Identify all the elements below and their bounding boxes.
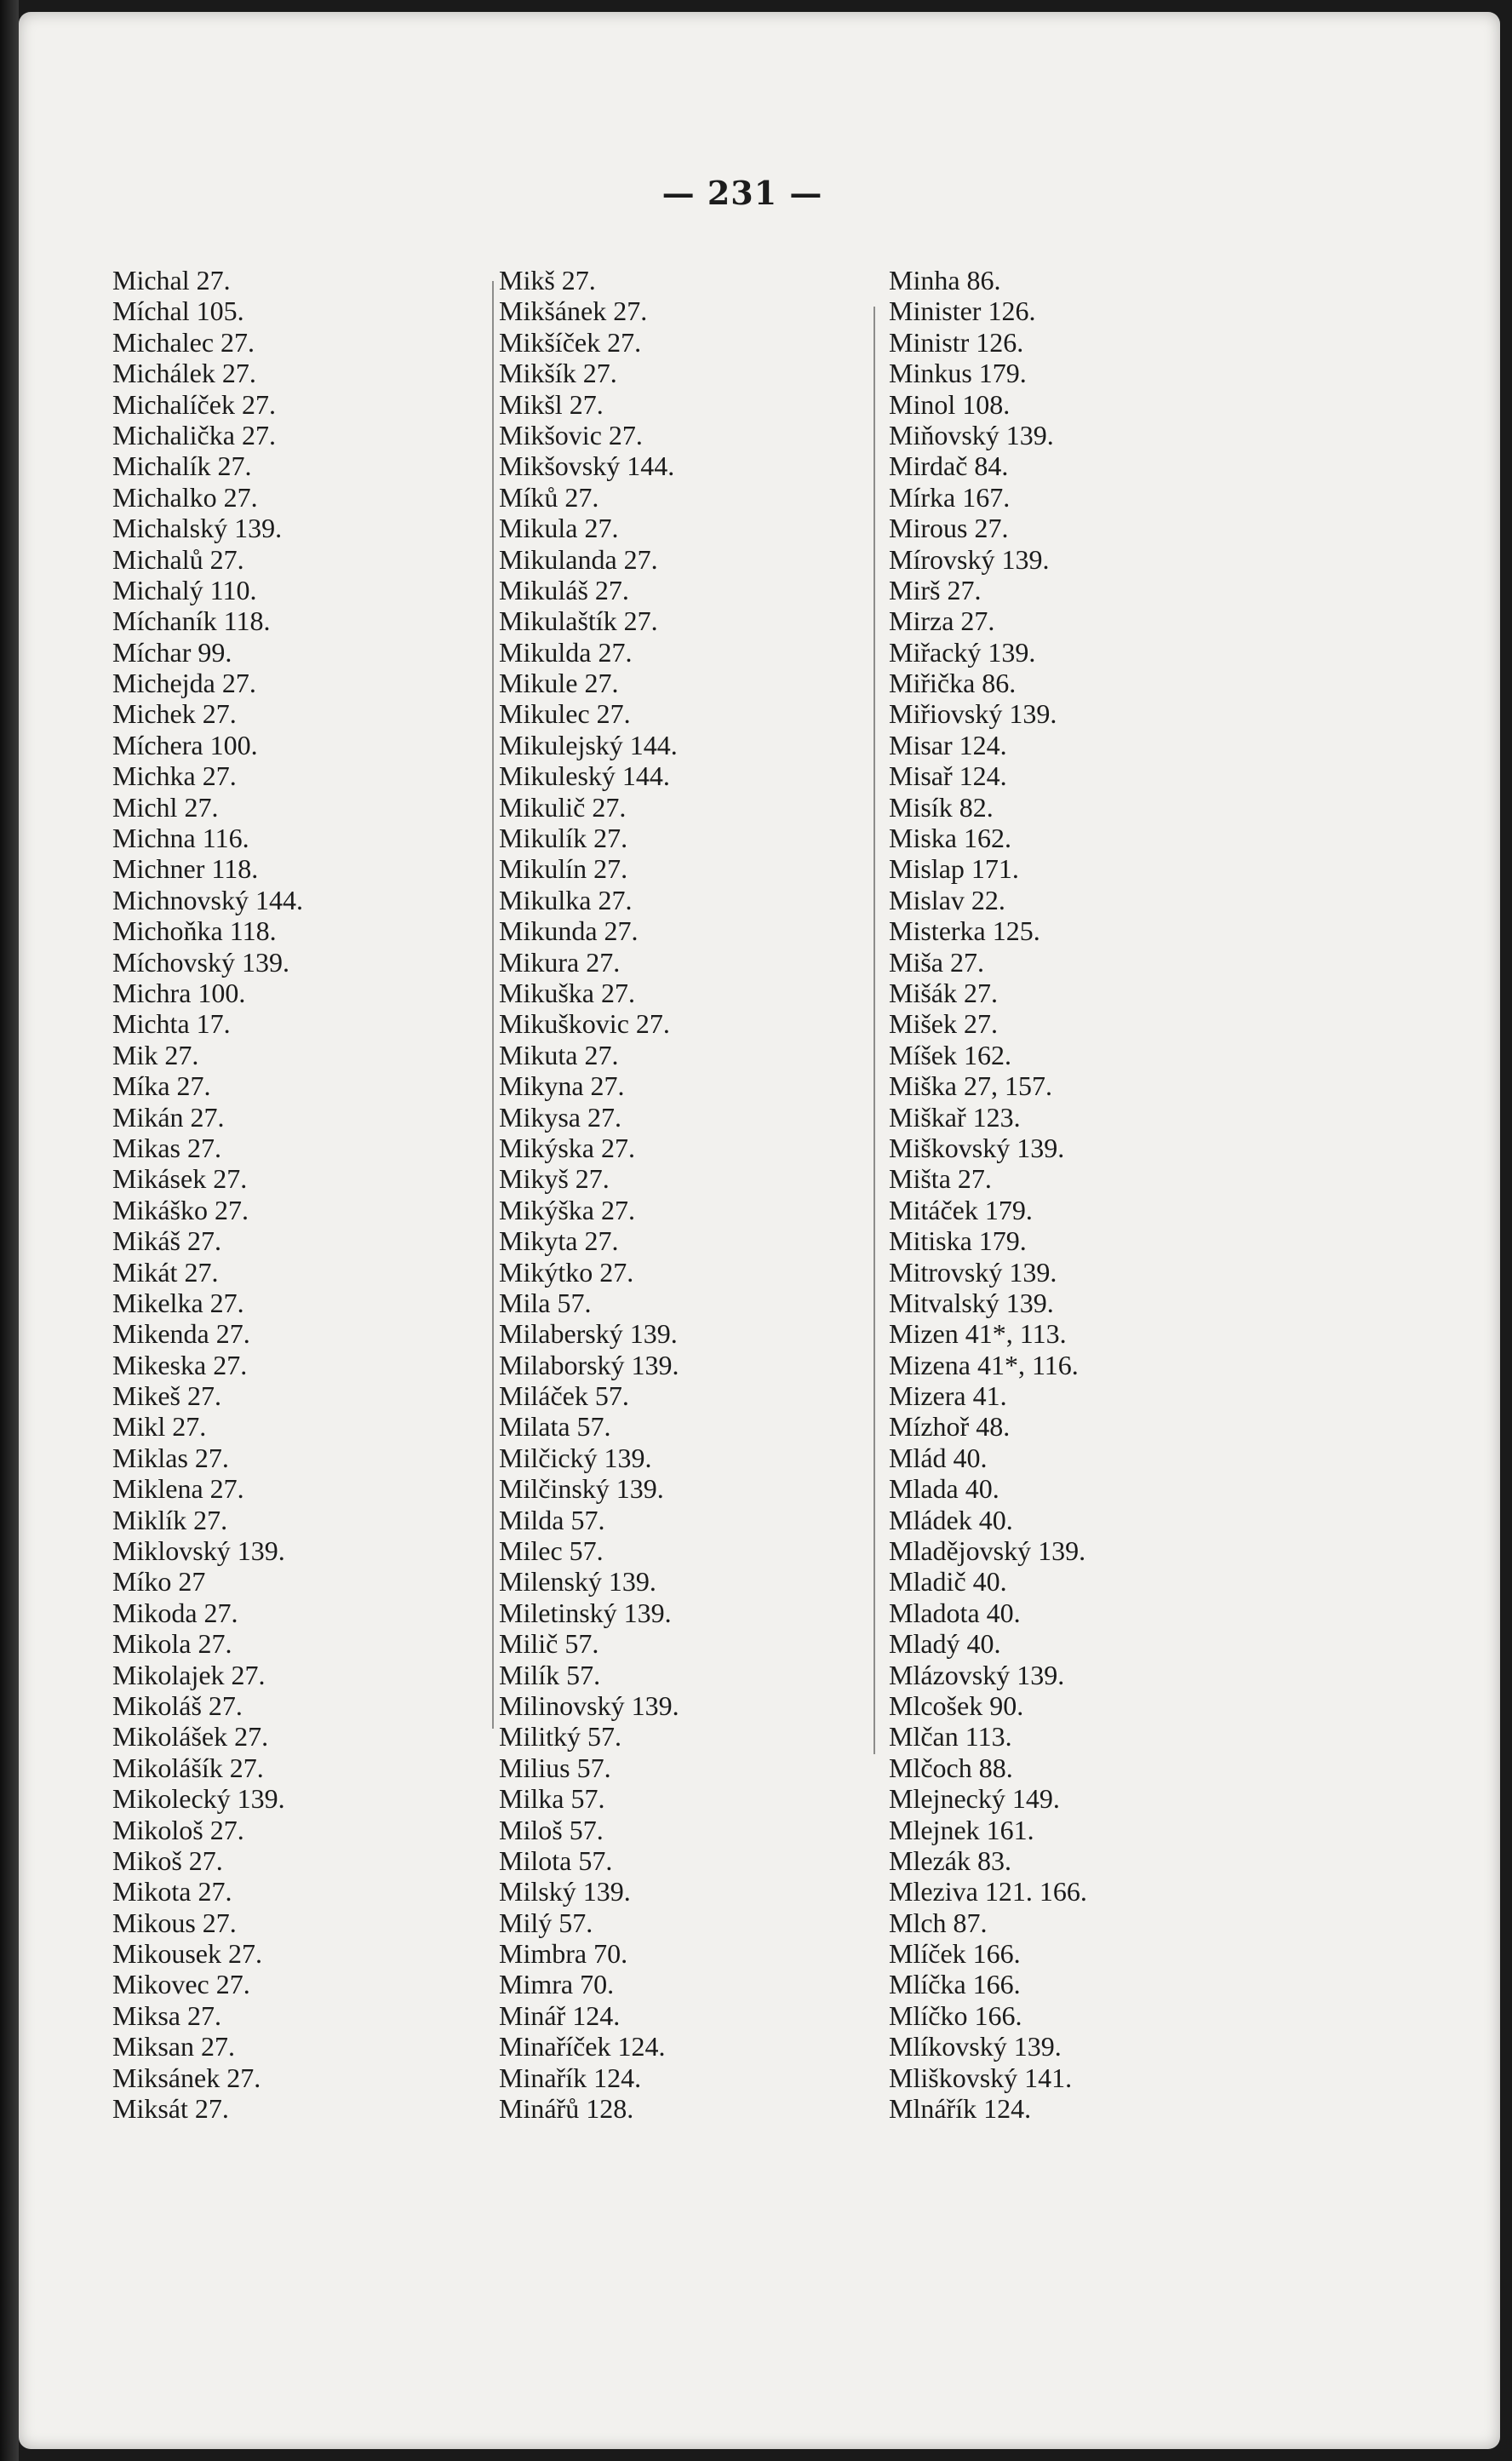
name-entry: Mikolášek 27. — [112, 1721, 269, 1753]
name-entry: Miksan 27. — [112, 2031, 235, 2062]
name-entry: Miška 27, 157. — [889, 1070, 1052, 1102]
name-entry: Mirdač 84. — [889, 450, 1009, 482]
name-entry: Mikura 27. — [499, 946, 621, 978]
name-entry: Minařík 124. — [499, 2062, 642, 2093]
name-entry: Mlíček 166. — [889, 1938, 1021, 1970]
name-entry: Milčinský 139. — [499, 1473, 664, 1505]
name-entry: Mikulaštík 27. — [499, 605, 658, 637]
name-entry: Mikoš 27. — [112, 1844, 223, 1876]
name-entry: Minister 126. — [889, 295, 1036, 327]
name-entry: Mikulanda 27. — [499, 543, 658, 575]
name-entry: Mleziva 121. 166. — [889, 1876, 1087, 1907]
name-entry: Mikelka 27. — [112, 1287, 244, 1318]
name-entry: Mikenda 27. — [112, 1318, 250, 1350]
name-entry: Mitrovský 139. — [889, 1256, 1057, 1288]
name-entry: Mlcošek 90. — [889, 1689, 1024, 1721]
name-entry: Milský 139. — [499, 1876, 631, 1907]
name-entry: Miksánek 27. — [112, 2062, 261, 2093]
name-entry: Mikulec 27. — [499, 698, 631, 730]
name-entry: Milinovský 139. — [499, 1689, 679, 1721]
name-entry: Mikuškovic 27. — [499, 1008, 670, 1040]
name-entry: Mlch 87. — [889, 1907, 988, 1938]
name-entry: Michalý 110. — [112, 574, 257, 605]
name-entry: Míchovský 139. — [112, 946, 289, 978]
name-entry: Mikulejský 144. — [499, 729, 678, 760]
name-entry: Miřacký 139. — [889, 636, 1036, 668]
name-entry: Mizen 41*, 113. — [889, 1318, 1067, 1350]
name-entry: Mikunda 27. — [499, 915, 639, 947]
name-entry: Milota 57. — [499, 1844, 613, 1876]
name-entry: Ministr 126. — [889, 326, 1024, 358]
name-entry: Misař 124. — [889, 760, 1007, 792]
name-entry: Miša 27. — [889, 946, 984, 978]
name-entry: Mikoláš 27. — [112, 1689, 243, 1721]
name-entry: Milata 57. — [499, 1411, 611, 1443]
name-entry: Milčický 139. — [499, 1442, 652, 1473]
name-entry: Michner 118. — [112, 853, 259, 885]
name-column-3 — [889, 265, 1087, 2124]
name-entry: Mladota 40. — [889, 1597, 1021, 1628]
name-entry: Mikous 27. — [112, 1907, 237, 1938]
name-entry: Mirza 27. — [889, 605, 995, 637]
name-entry: Miklas 27. — [112, 1442, 229, 1473]
name-entry: Mikulda 27. — [499, 636, 633, 668]
name-entry: Milka 57. — [499, 1783, 605, 1815]
name-entry: Mírovský 139. — [889, 543, 1050, 575]
name-entry: Mikšovic 27. — [499, 419, 643, 450]
name-entry: Mikýška 27. — [499, 1194, 635, 1225]
name-entry: Mikuleský 144. — [499, 760, 670, 792]
name-entry: Mladý 40. — [889, 1628, 1001, 1660]
name-entry: Miklena 27. — [112, 1473, 244, 1505]
name-entry: Miklík 27. — [112, 1504, 228, 1535]
name-entry: Miklovský 139. — [112, 1535, 285, 1567]
name-entry: Mikšík 27. — [499, 358, 617, 389]
name-entry: Mikulín 27. — [499, 853, 628, 885]
name-entry: Misterka 125. — [889, 915, 1040, 947]
column-divider-2 — [873, 307, 875, 1754]
name-entry: Mikýska 27. — [499, 1132, 635, 1163]
name-entry: Mikát 27. — [112, 1256, 219, 1288]
name-entry: Mladič 40. — [889, 1566, 1007, 1598]
name-column-2 — [499, 265, 679, 2124]
name-entry: Mikysa 27. — [499, 1101, 621, 1133]
name-entry: Mikuta 27. — [499, 1039, 619, 1070]
name-entry: Mladějovský 139. — [889, 1535, 1086, 1567]
name-entry: Mikule 27. — [499, 668, 619, 699]
name-entry: Míchera 100. — [112, 729, 258, 760]
name-entry: Milaborský 139. — [499, 1349, 679, 1380]
name-entry: Míchar 99. — [112, 636, 232, 668]
name-entry: Mikolecký 139. — [112, 1783, 285, 1815]
name-entry: Mikola 27. — [112, 1628, 232, 1660]
name-entry: Michoňka 118. — [112, 915, 277, 947]
name-entry: Milaberský 139. — [499, 1318, 678, 1350]
name-entry: Míchaník 118. — [112, 605, 271, 637]
name-entry: Mlezák 83. — [889, 1844, 1011, 1876]
name-entry: Mislap 171. — [889, 853, 1019, 885]
name-entry: Mikota 27. — [112, 1876, 232, 1907]
name-entry: Mliškovský 141. — [889, 2062, 1073, 2093]
name-entry: Mlčoch 88. — [889, 1752, 1013, 1783]
name-entry: Miláček 57. — [499, 1380, 629, 1412]
name-entry: Mikš 27. — [499, 265, 596, 295]
name-entry: Mikáško 27. — [112, 1194, 249, 1225]
name-entry: Mikulík 27. — [499, 823, 628, 854]
name-entry: Mlíčko 166. — [889, 1999, 1022, 2031]
name-entry: Michra 100. — [112, 977, 246, 1008]
name-entry: Mikásek 27. — [112, 1163, 248, 1195]
name-entry: Mlíčka 166. — [889, 1969, 1021, 2000]
name-entry: Míko 27 — [112, 1566, 206, 1598]
name-entry: Mikšovský 144. — [499, 450, 675, 482]
name-entry: Mikovec 27. — [112, 1969, 250, 2000]
name-entry: Miksa 27. — [112, 1999, 221, 2031]
name-entry: Milič 57. — [499, 1628, 599, 1660]
name-entry: Mikološ 27. — [112, 1814, 244, 1845]
name-entry: Michnovský 144. — [112, 884, 303, 915]
name-entry: Mikšíček 27. — [499, 326, 642, 358]
name-entry: Milec 57. — [499, 1535, 604, 1567]
scan-edge — [0, 0, 19, 2461]
name-entry: Milenský 139. — [499, 1566, 656, 1598]
name-entry: Milík 57. — [499, 1659, 601, 1690]
name-entry: Miletinský 139. — [499, 1597, 672, 1628]
name-entry: Mirš 27. — [889, 574, 982, 605]
name-entry: Michejda 27. — [112, 668, 256, 699]
name-entry: Mila 57. — [499, 1287, 592, 1318]
name-entry: Mlejnek 161. — [889, 1814, 1034, 1845]
name-entry: Misar 124. — [889, 729, 1007, 760]
name-entry: Mikoda 27. — [112, 1597, 238, 1628]
name-entry: Michta 17. — [112, 1008, 231, 1040]
name-column-1 — [112, 265, 303, 2124]
name-entry: Michálek 27. — [112, 358, 256, 389]
name-entry: Míchal 105. — [112, 295, 244, 327]
name-entry: Mikulič 27. — [499, 791, 627, 823]
name-entry: Míků 27. — [499, 481, 599, 513]
name-entry: Minkus 179. — [889, 358, 1027, 389]
name-entry: Míšek 162. — [889, 1039, 1011, 1070]
name-entry: Mišta 27. — [889, 1163, 992, 1195]
name-entry: Milý 57. — [499, 1907, 593, 1938]
name-entry: Mikáš 27. — [112, 1225, 221, 1257]
name-entry: Mikulka 27. — [499, 884, 633, 915]
name-entry: Militký 57. — [499, 1721, 622, 1753]
name-entry: Mirous 27. — [889, 513, 1009, 544]
name-entry: Michalička 27. — [112, 419, 276, 450]
name-entry: Mikšl 27. — [499, 388, 604, 420]
name-entry: Mikyna 27. — [499, 1070, 625, 1102]
name-entry: Mišák 27. — [889, 977, 998, 1008]
name-entry: Mizera 41. — [889, 1380, 1007, 1412]
name-entry: Minol 108. — [889, 388, 1011, 420]
name-entry: Mlada 40. — [889, 1473, 999, 1505]
name-entry: Mlčan 113. — [889, 1721, 1012, 1753]
name-entry: Michalík 27. — [112, 450, 252, 482]
name-entry: Mimra 70. — [499, 1969, 615, 2000]
name-entry: Mikas 27. — [112, 1132, 221, 1163]
name-entry: Michalíček 27. — [112, 388, 276, 420]
name-entry: Mikuláš 27. — [499, 574, 629, 605]
name-entry: Mitvalský 139. — [889, 1287, 1054, 1318]
name-entry: Miškovský 139. — [889, 1132, 1065, 1163]
name-entry: Minha 86. — [889, 265, 1001, 295]
name-entry: Mik 27. — [112, 1039, 199, 1070]
name-entry: Miřička 86. — [889, 668, 1017, 699]
name-entry: Míka 27. — [112, 1070, 211, 1102]
column-divider-1 — [492, 281, 494, 1729]
name-entry: Michl 27. — [112, 791, 219, 823]
name-entry: Mírka 167. — [889, 481, 1011, 513]
name-entry: Michalů 27. — [112, 543, 244, 575]
name-entry: Michalec 27. — [112, 326, 255, 358]
name-entry: Miškař 123. — [889, 1101, 1021, 1133]
name-entry: Mlíkovský 139. — [889, 2031, 1062, 2062]
name-entry: Mlázovský 139. — [889, 1659, 1065, 1690]
name-entry: Miřiovský 139. — [889, 698, 1057, 730]
name-entry: Misík 82. — [889, 791, 994, 823]
name-entry: Mízhoř 48. — [889, 1411, 1011, 1443]
name-entry: Mikolajek 27. — [112, 1659, 266, 1690]
name-entry: Mlejnecký 149. — [889, 1783, 1060, 1815]
name-entry: Mikl 27. — [112, 1411, 207, 1443]
name-entry: Michek 27. — [112, 698, 237, 730]
name-entry: Michalský 139. — [112, 513, 283, 544]
name-entry: Mikyš 27. — [499, 1163, 610, 1195]
name-entry: Mitiska 179. — [889, 1225, 1027, 1257]
name-entry: Milius 57. — [499, 1752, 611, 1783]
name-entry: Mikán 27. — [112, 1101, 225, 1133]
name-entry: Mitáček 179. — [889, 1194, 1033, 1225]
name-entry: Michal 27. — [112, 265, 231, 295]
name-entry: Mišek 27. — [889, 1008, 998, 1040]
name-entry: Miloš 57. — [499, 1814, 604, 1845]
name-entry: Mikeska 27. — [112, 1349, 248, 1380]
name-entry: Michna 116. — [112, 823, 249, 854]
name-entry: Milda 57. — [499, 1504, 605, 1535]
name-entry: Mikousek 27. — [112, 1938, 262, 1970]
name-entry: Mikýtko 27. — [499, 1256, 634, 1288]
name-entry: Mlnářík 124. — [889, 2093, 1032, 2125]
name-entry: Minaříček 124. — [499, 2031, 666, 2062]
name-entry: Michka 27. — [112, 760, 237, 792]
name-entry: Mikeš 27. — [112, 1380, 221, 1412]
name-entry: Mikula 27. — [499, 513, 619, 544]
name-entry: Mikyta 27. — [499, 1225, 619, 1257]
name-entry: Mizena 41*, 116. — [889, 1349, 1079, 1380]
name-entry: Minářů 128. — [499, 2093, 634, 2125]
name-entry: Mikuška 27. — [499, 977, 635, 1008]
page-number: — 231 — — [662, 174, 823, 212]
name-entry: Mimbra 70. — [499, 1938, 628, 1970]
name-entry: Mikšánek 27. — [499, 295, 648, 327]
name-entry: Minář 124. — [499, 1999, 621, 2031]
name-entry: Mlád 40. — [889, 1442, 988, 1473]
name-entry: Mikolášík 27. — [112, 1752, 264, 1783]
name-entry: Michalko 27. — [112, 481, 258, 513]
name-entry: Mládek 40. — [889, 1504, 1013, 1535]
name-entry: Miksát 27. — [112, 2093, 229, 2125]
name-entry: Mislav 22. — [889, 884, 1005, 915]
name-entry: Miska 162. — [889, 823, 1011, 854]
name-entry: Miňovský 139. — [889, 419, 1054, 450]
